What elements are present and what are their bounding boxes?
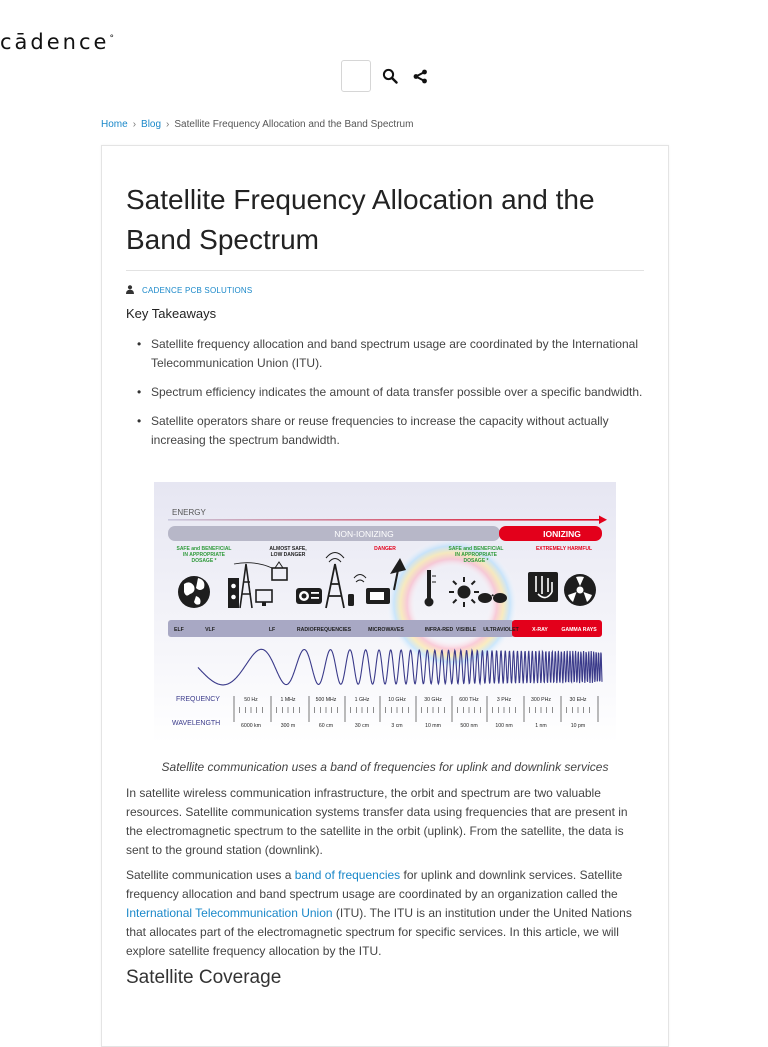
wavelength-tick-label: 10 pm [570, 723, 586, 729]
non-ionizing-label: NON-IONIZING [334, 529, 394, 539]
wavelength-tick-label: 30 cm [354, 723, 370, 729]
spectrum-infographic [154, 482, 616, 743]
frequency-label: FREQUENCY [176, 696, 220, 703]
band-label: LF [268, 627, 276, 633]
svg-text:LOW DANGER: LOW DANGER [270, 552, 306, 558]
frequency-tick-label: 50 Hz [244, 697, 258, 703]
list-item: • Satellite frequency allocation and band spectrum usage are coordinated by the International Telecommunication Union (ITU). [126, 335, 646, 373]
band-label: ULTRAVIOLET [483, 627, 519, 633]
wavelength-tick-label: 3 cm [391, 723, 403, 729]
svg-text:DANGER: DANGER [374, 546, 396, 552]
phone-icon [348, 594, 354, 606]
svg-text:ALMOST SAFE,: ALMOST SAFE, [269, 546, 307, 552]
outlet-icon [228, 578, 239, 608]
svg-text:IN APPROPRIATE: IN APPROPRIATE [183, 552, 225, 558]
band-label: ELF [174, 627, 184, 633]
svg-text:IN APPROPRIATE: IN APPROPRIATE [455, 552, 497, 558]
search-icon[interactable] [379, 65, 401, 87]
wavelength-tick-label: 10 mm [425, 723, 441, 729]
share-icon[interactable] [409, 65, 431, 87]
breadcrumb-separator: › [132, 119, 137, 130]
key-takeaways-heading: Key Takeaways [126, 306, 217, 321]
frequency-tick-label: 30 EHz [569, 697, 587, 703]
user-icon [126, 281, 134, 299]
wavelength-tick-label: 100 nm [495, 723, 513, 729]
frequency-tick-label: 30 GHz [424, 697, 442, 703]
breadcrumb-separator: › [166, 119, 170, 130]
takeaways-list [126, 335, 646, 460]
author-link[interactable]: CADENCE PCB SOLUTIONS [142, 285, 253, 295]
author-line [126, 281, 252, 299]
band-label: GAMMA RAYS [561, 627, 597, 633]
wavelength-tick-label: 300 m [280, 723, 296, 729]
svg-text:SAFE and BENEFICIAL: SAFE and BENEFICIAL [176, 546, 232, 552]
svg-text:EXTREMELY HARMFUL: EXTREMELY HARMFUL [535, 546, 593, 552]
frequency-tick-label: 600 THz [459, 697, 479, 703]
breadcrumb [101, 119, 413, 130]
band-label: VLF [205, 627, 215, 633]
title-divider [126, 270, 644, 271]
wavelength-tick-label: 1 nm [535, 723, 547, 729]
frequency-tick-label: 1 GHz [354, 697, 370, 703]
wavelength-tick-label: 500 nm [460, 723, 478, 729]
frequency-tick-label: 10 GHz [388, 697, 406, 703]
list-item: • Satellite operators share or reuse frequencies to increase the capacity without actually increasing the spectrum bandwidth. [126, 412, 646, 450]
figure-caption: Satellite communication uses a band of frequencies for uplink and downlink services [161, 760, 609, 774]
svg-text:SAFE and BENEFICIAL: SAFE and BENEFICIAL [448, 546, 504, 552]
menu-box[interactable] [341, 60, 371, 92]
band-label: INFRA-RED [424, 627, 454, 633]
section-heading-satellite-coverage: Satellite Coverage [126, 967, 282, 988]
frequency-tick-label: 3 PHz [496, 697, 512, 703]
energy-label: ENERGY [172, 508, 206, 517]
wavelength-tick-label: 6000 km [241, 723, 261, 729]
svg-text:DOSAGE *: DOSAGE * [463, 558, 489, 564]
header-tools [341, 60, 431, 92]
paragraph-itu: Satellite communication uses a band of frequencies for uplink and downlink services. Satellite frequency allocation and band spectrum usage are coordinated by an organization called the International Telecommunication Union (ITU). The ITU is an institution under the United Nations that allocates part of the electromagnetic spectrum for specific services. In this article, we will explore satellite frequency allocation by the ITU. [126, 868, 632, 958]
sun-icon [458, 586, 471, 599]
paragraph-intro: In satellite wireless communication infrastructure, the orbit and spectrum are two valuable resources. Satellite communication systems transfer data using frequencies that are present in the electromagnetic spectrum to the satellite in the orbit (uplink). From the satellite, the data is sent to the ground station (downlink). [126, 786, 628, 857]
wavelength-label: WAVELENGTH [172, 720, 221, 727]
frequency-tick-label: 300 PHz [531, 697, 551, 703]
band-label: VISIBLE [455, 627, 477, 633]
band-of-frequencies-link[interactable]: band of frequencies [294, 868, 401, 882]
page-title: Satellite Frequency Allocation and the Band Spectrum [126, 184, 595, 255]
frequency-tick-label: 500 MHz [315, 697, 337, 703]
breadcrumb-home[interactable]: Home [101, 119, 128, 130]
wavelength-tick-label: 60 cm [318, 723, 334, 729]
band-label: X-RAY [532, 627, 548, 633]
breadcrumb-current: Satellite Frequency Allocation and the Band Spectrum [174, 119, 414, 130]
itu-link[interactable]: International Telecommunication Union [126, 906, 333, 920]
list-item: • Spectrum efficiency indicates the amount of data transfer possible over a specific bandwidth. [126, 383, 646, 402]
sunglasses-icon [478, 593, 492, 603]
ionizing-label: IONIZING [543, 529, 581, 539]
globe-icon [178, 576, 210, 608]
thermometer-icon [427, 570, 431, 598]
frequency-tick-label: 1 MHz [280, 697, 296, 703]
article-card [101, 145, 669, 1047]
cadence-logo[interactable]: cādence° [0, 30, 117, 54]
band-label: MICROWAVES [368, 627, 404, 633]
svg-text:DOSAGE *: DOSAGE * [191, 558, 217, 564]
band-label: RADIOFREQUENCIES [296, 627, 352, 633]
breadcrumb-blog[interactable]: Blog [141, 119, 162, 130]
